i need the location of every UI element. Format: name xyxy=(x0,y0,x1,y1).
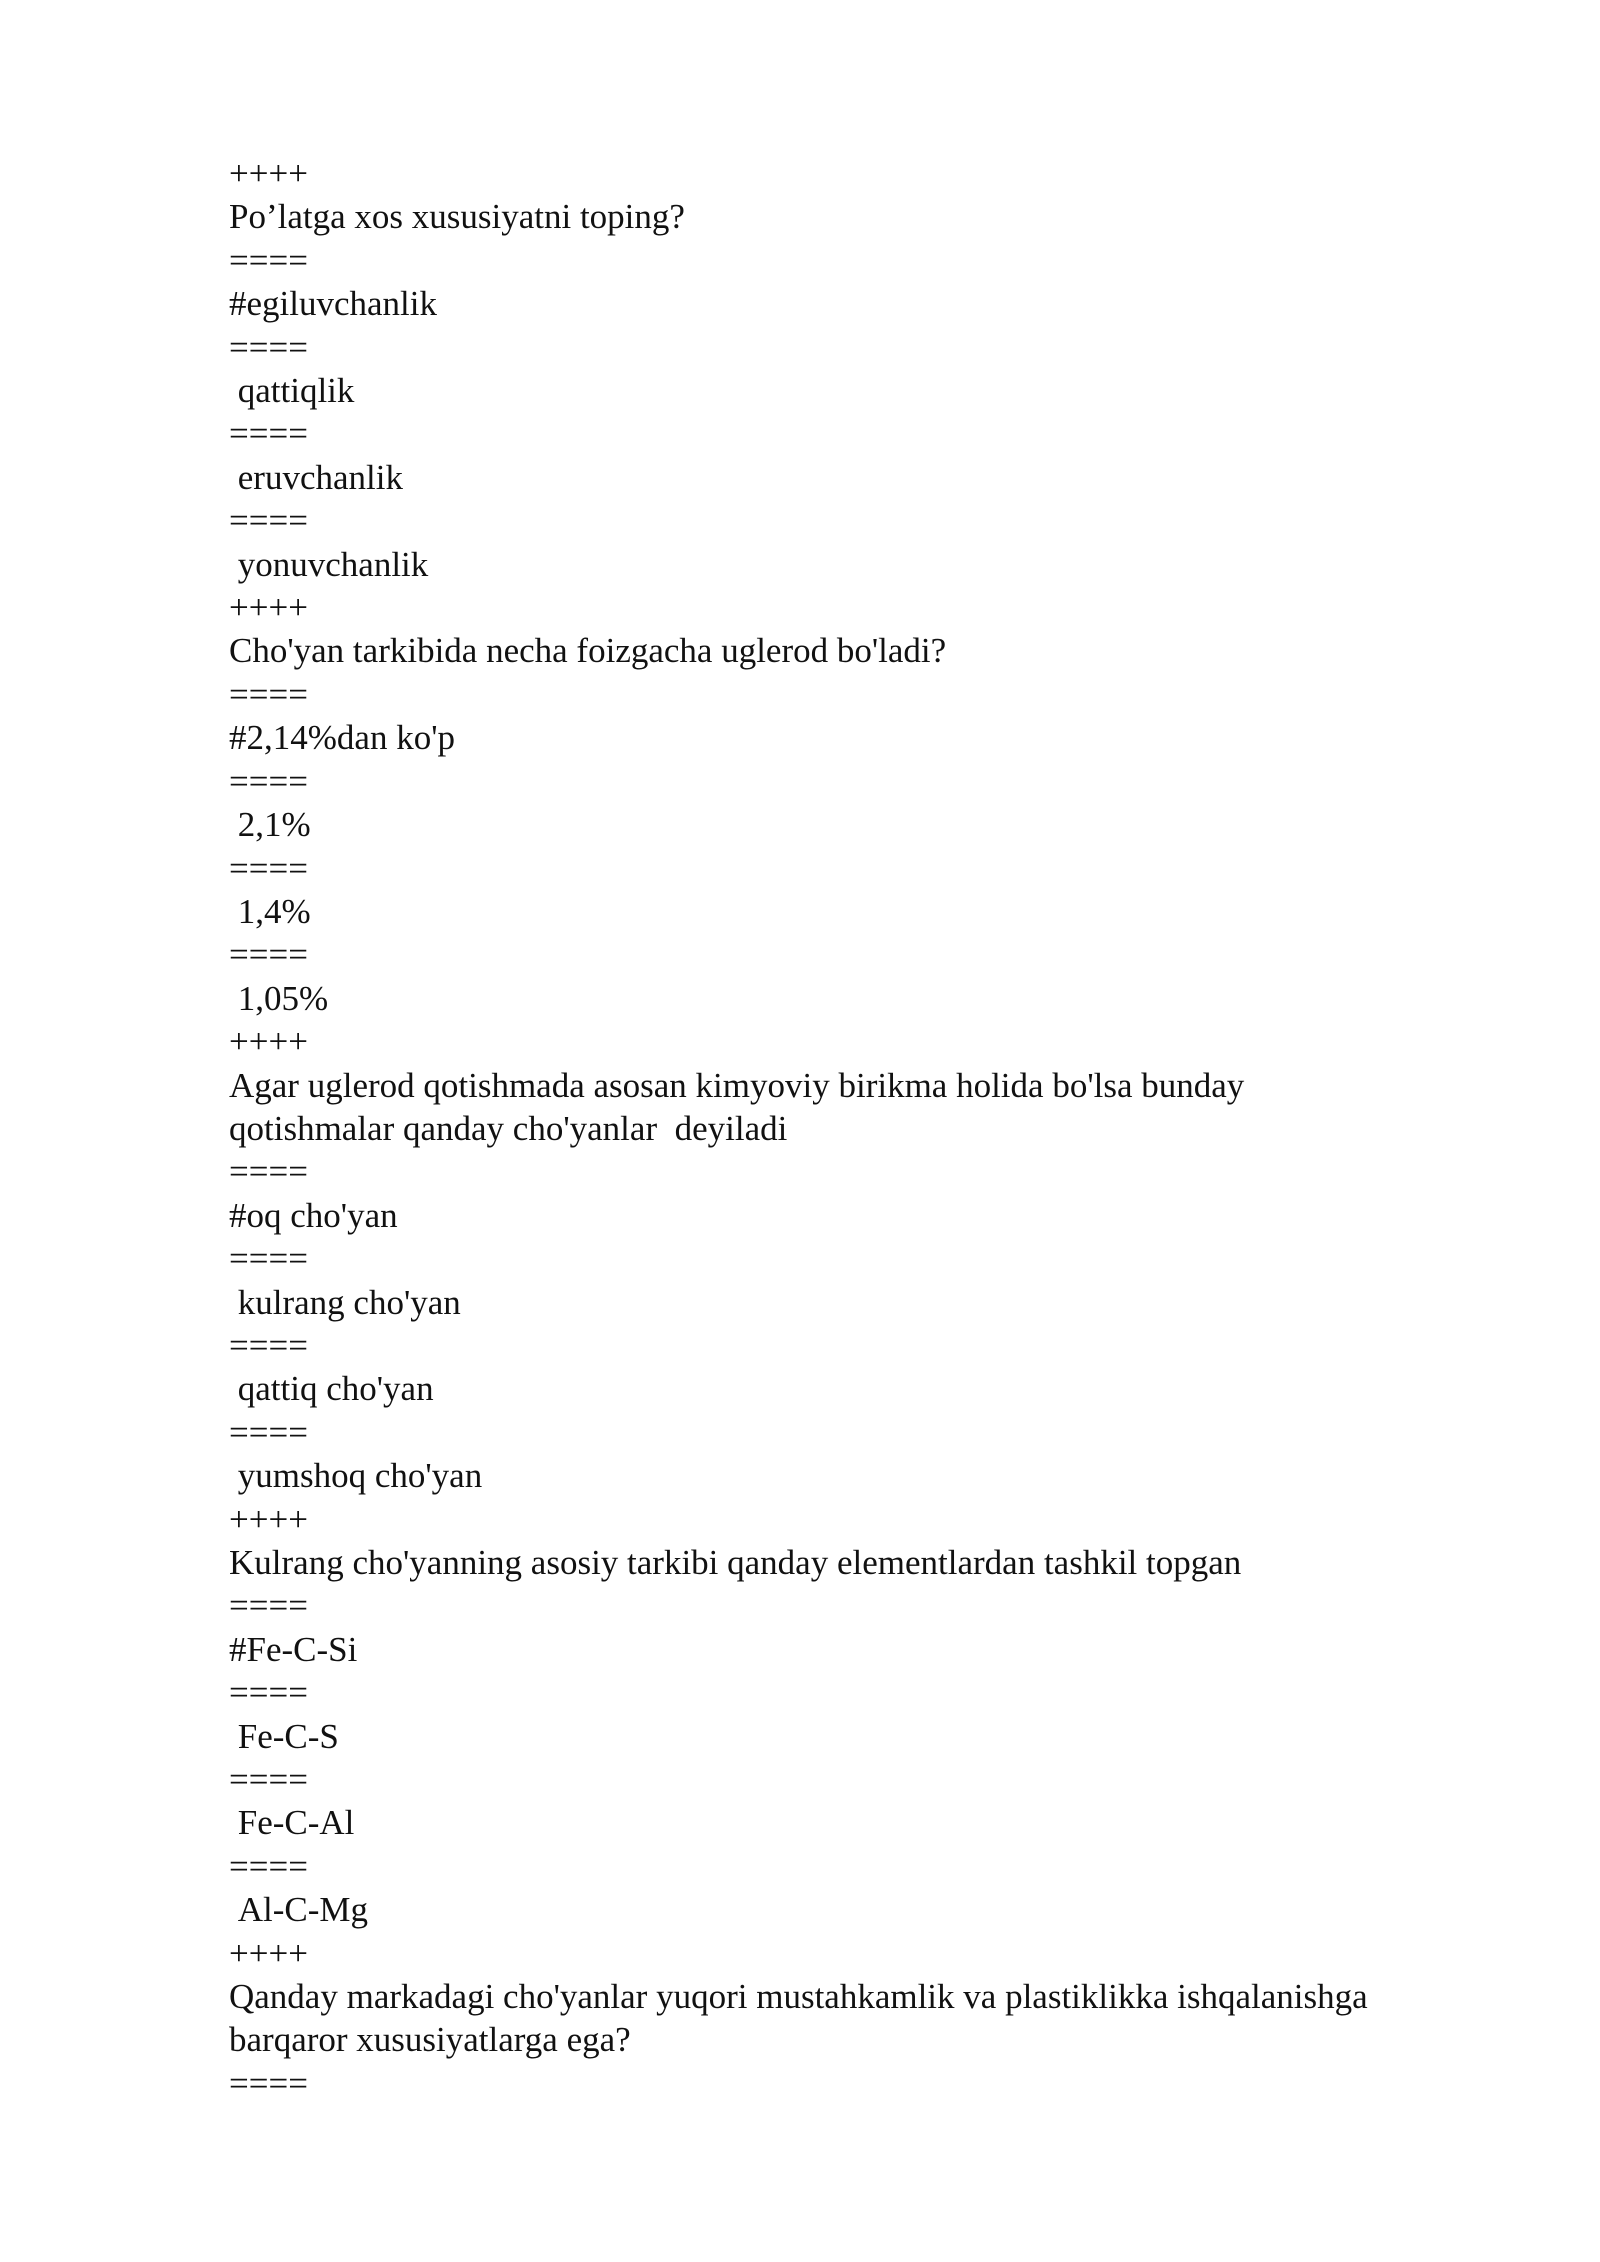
answer-separator: ==== xyxy=(229,1586,308,1626)
answer-correct: #oq cho'yan xyxy=(229,1195,398,1235)
answer-separator: ==== xyxy=(229,1673,308,1713)
question-text: Agar uglerod qotishmada asosan kimyoviy birikma holida bo'lsa bunday xyxy=(229,1065,1245,1105)
answer-option: Al-C-Mg xyxy=(229,1890,369,1930)
answer-separator: ==== xyxy=(229,848,308,888)
answer-option: eruvchanlik xyxy=(229,457,403,497)
answer-separator: ==== xyxy=(229,501,308,541)
question-marker: ++++ xyxy=(229,1933,308,1973)
answer-separator: ==== xyxy=(229,1239,308,1279)
answer-separator: ==== xyxy=(229,1152,308,1192)
answer-option: 1,05% xyxy=(229,978,329,1018)
document-body xyxy=(229,152,1489,2105)
answer-option: 2,1% xyxy=(229,805,311,845)
question-text: Kulrang cho'yanning asosiy tarkibi qanday elementlardan tashkil topgan xyxy=(229,1543,1242,1582)
question-text-continued: qotishmalar qanday cho'yanlar deyiladi xyxy=(229,1108,788,1148)
question-marker: ++++ xyxy=(229,1499,308,1539)
answer-separator: ==== xyxy=(229,327,308,367)
question-text: Qanday markadagi cho'yanlar yuqori mustahkamlik va plastiklikka ishqalanishga xyxy=(229,1977,1368,2017)
answer-option: yumshoq cho'yan xyxy=(229,1456,483,1496)
answer-correct: #2,14%dan ko'p xyxy=(229,718,455,758)
question-text-continued: barqaror xususiyatlarga ega? xyxy=(229,2020,631,2060)
answer-separator: ==== xyxy=(229,935,308,975)
answer-separator: ==== xyxy=(229,414,308,454)
answer-option: Fe-C-S xyxy=(229,1716,339,1756)
answer-separator: ==== xyxy=(229,1325,308,1365)
answer-separator: ==== xyxy=(229,761,308,801)
question-marker: ++++ xyxy=(229,154,308,193)
answer-separator: ==== xyxy=(229,1412,308,1452)
answer-correct: #Fe-C-Si xyxy=(229,1629,358,1669)
answer-separator: ==== xyxy=(229,2063,308,2103)
answer-option: Fe-C-Al xyxy=(229,1803,355,1843)
answer-option: yonuvchanlik xyxy=(229,544,429,584)
answer-separator: ==== xyxy=(229,240,308,280)
question-text: Cho'yan tarkibida necha foizgacha uglerod bo'ladi? xyxy=(229,631,947,671)
answer-option: qattiq cho'yan xyxy=(229,1369,434,1409)
question-marker: ++++ xyxy=(229,1022,308,1062)
answer-option: qattiqlik xyxy=(229,371,355,411)
question-text: Po’latga xos xususiyatni toping? xyxy=(229,197,685,237)
answer-correct: #egiluvchanlik xyxy=(229,284,438,324)
answer-separator: ==== xyxy=(229,674,308,714)
answer-separator: ==== xyxy=(229,1846,308,1886)
answer-separator: ==== xyxy=(229,1760,308,1800)
answer-option: kulrang cho'yan xyxy=(229,1282,461,1322)
answer-option: 1,4% xyxy=(229,891,311,931)
question-marker: ++++ xyxy=(229,588,308,628)
